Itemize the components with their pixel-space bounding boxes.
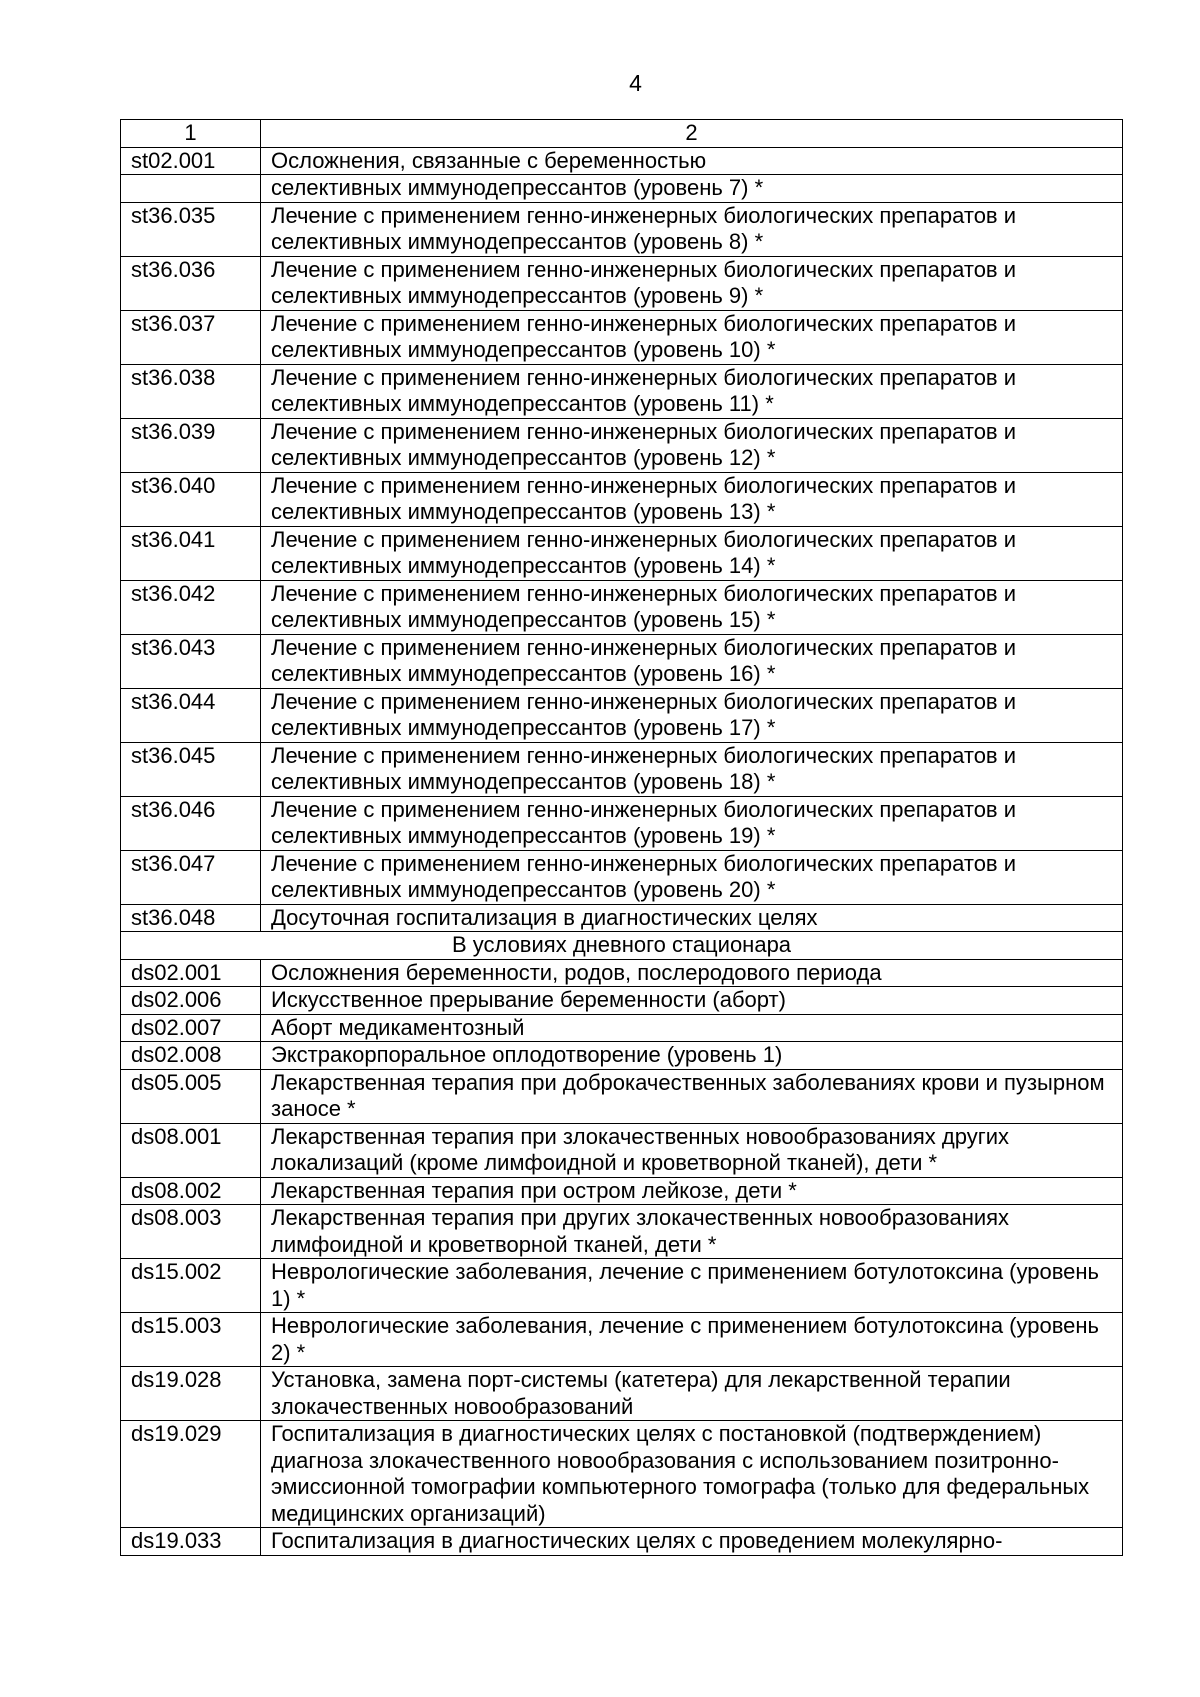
row-description: Экстракорпоральное оплодотворение (уровень 1): [261, 1042, 1123, 1070]
table-row: [121, 472, 1123, 526]
table-row: [121, 526, 1123, 580]
table-row: [121, 742, 1123, 796]
row-description: селективных иммунодепрессантов (уровень 7) *: [261, 175, 1123, 203]
row-description: Лекарственная терапия при других злокачественных новообразованиях лимфоидной и кроветворной тканей, дети *: [261, 1205, 1123, 1259]
row-code: st36.036: [121, 256, 261, 310]
table-row: [121, 850, 1123, 904]
table-row: [121, 1528, 1123, 1556]
row-code: st36.045: [121, 742, 261, 796]
row-description: Осложнения беременности, родов, послеродового периода: [261, 959, 1123, 987]
row-code: ds08.001: [121, 1123, 261, 1177]
row-description: Осложнения, связанные с беременностью: [261, 147, 1123, 175]
row-code: ds19.029: [121, 1421, 261, 1528]
row-description: Госпитализация в диагностических целях с постановкой (подтверждением) диагноза злокачественного новообразования с использованием позитронно-эмиссионной томографии компьютерного томографа (только для федеральных медицинских организаций): [261, 1421, 1123, 1528]
row-description: Лекарственная терапия при доброкачественных заболеваниях крови и пузырном заносе *: [261, 1069, 1123, 1123]
row-code: ds02.007: [121, 1014, 261, 1042]
row-description: Неврологические заболевания, лечение с применением ботулотоксина (уровень 2) *: [261, 1313, 1123, 1367]
row-code: ds05.005: [121, 1069, 261, 1123]
row-description: Лекарственная терапия при остром лейкозе, дети *: [261, 1177, 1123, 1205]
row-code: ds08.002: [121, 1177, 261, 1205]
row-code: st36.038: [121, 364, 261, 418]
row-code: ds02.008: [121, 1042, 261, 1070]
row-code: st36.040: [121, 472, 261, 526]
table-row: [121, 1367, 1123, 1421]
row-code: ds15.002: [121, 1259, 261, 1313]
row-code: st36.046: [121, 796, 261, 850]
row-code: st36.042: [121, 580, 261, 634]
row-description: Лечение с применением генно-инженерных биологических препаратов и селективных иммунодепрессантов (уровень 10) *: [261, 310, 1123, 364]
table-row: [121, 256, 1123, 310]
row-code: st36.048: [121, 904, 261, 932]
table-row: [121, 796, 1123, 850]
row-code: ds15.003: [121, 1313, 261, 1367]
row-description: Лечение с применением генно-инженерных биологических препаратов и селективных иммунодепрессантов (уровень 19) *: [261, 796, 1123, 850]
row-code: st36.047: [121, 850, 261, 904]
row-description: Лечение с применением генно-инженерных биологических препаратов и селективных иммунодепрессантов (уровень 18) *: [261, 742, 1123, 796]
section-title: В условиях дневного стационара: [121, 932, 1123, 960]
row-code: ds19.033: [121, 1528, 261, 1556]
row-code: [121, 175, 261, 203]
table-row: [121, 987, 1123, 1015]
row-description: Аборт медикаментозный: [261, 1014, 1123, 1042]
row-description: Лечение с применением генно-инженерных биологических препаратов и селективных иммунодепрессантов (уровень 9) *: [261, 256, 1123, 310]
table-row: [121, 688, 1123, 742]
table-row: [121, 1069, 1123, 1123]
row-code: st36.039: [121, 418, 261, 472]
row-code: st36.035: [121, 202, 261, 256]
table-row: [121, 1421, 1123, 1528]
table-row: [121, 418, 1123, 472]
row-code: st36.037: [121, 310, 261, 364]
row-description: Лечение с применением генно-инженерных биологических препаратов и селективных иммунодепрессантов (уровень 15) *: [261, 580, 1123, 634]
table-row: [121, 1205, 1123, 1259]
row-description: Установка, замена порт-системы (катетера) для лекарственной терапии злокачественных новообразований: [261, 1367, 1123, 1421]
table-row: [121, 634, 1123, 688]
row-code: ds19.028: [121, 1367, 261, 1421]
row-description: Досуточная госпитализация в диагностических целях: [261, 904, 1123, 932]
row-description: Лечение с применением генно-инженерных биологических препаратов и селективных иммунодепрессантов (уровень 11) *: [261, 364, 1123, 418]
row-code: ds08.003: [121, 1205, 261, 1259]
row-description: Искусственное прерывание беременности (аборт): [261, 987, 1123, 1015]
table-row: [121, 1123, 1123, 1177]
table-row: [121, 1313, 1123, 1367]
row-code: st36.044: [121, 688, 261, 742]
table-row: [121, 310, 1123, 364]
table-row: [121, 1014, 1123, 1042]
table-row: [121, 202, 1123, 256]
row-description: Лекарственная терапия при злокачественных новообразованиях других локализаций (кроме лимфоидной и кроветворной тканей), дети *: [261, 1123, 1123, 1177]
row-code: st36.043: [121, 634, 261, 688]
page-number: 4: [629, 70, 642, 96]
row-code: ds02.001: [121, 959, 261, 987]
row-description: Лечение с применением генно-инженерных биологических препаратов и селективных иммунодепрессантов (уровень 12) *: [261, 418, 1123, 472]
table-header-row: [121, 120, 1123, 148]
section-row: [121, 932, 1123, 960]
row-code: ds02.006: [121, 987, 261, 1015]
row-description: Лечение с применением генно-инженерных биологических препаратов и селективных иммунодепрессантов (уровень 17) *: [261, 688, 1123, 742]
table-row: [121, 959, 1123, 987]
row-description: Лечение с применением генно-инженерных биологических препаратов и селективных иммунодепрессантов (уровень 16) *: [261, 634, 1123, 688]
codes-table: [120, 119, 1123, 1556]
header-col-1: 1: [121, 120, 261, 148]
row-description: Лечение с применением генно-инженерных биологических препаратов и селективных иммунодепрессантов (уровень 20) *: [261, 850, 1123, 904]
row-description: Неврологические заболевания, лечение с применением ботулотоксина (уровень 1) *: [261, 1259, 1123, 1313]
row-description: Госпитализация в диагностических целях с проведением молекулярно-: [261, 1528, 1123, 1556]
table-row: [121, 580, 1123, 634]
row-description: Лечение с применением генно-инженерных биологических препаратов и селективных иммунодепрессантов (уровень 14) *: [261, 526, 1123, 580]
table-row: [121, 1259, 1123, 1313]
row-description: Лечение с применением генно-инженерных биологических препаратов и селективных иммунодепрессантов (уровень 8) *: [261, 202, 1123, 256]
table-row: [121, 147, 1123, 175]
table-row: [121, 175, 1123, 203]
header-col-2: 2: [261, 120, 1123, 148]
row-code: st36.041: [121, 526, 261, 580]
table-row: [121, 1042, 1123, 1070]
table-row: [121, 904, 1123, 932]
row-code: st02.001: [121, 147, 261, 175]
table-row: [121, 1177, 1123, 1205]
table-row: [121, 364, 1123, 418]
row-description: Лечение с применением генно-инженерных биологических препаратов и селективных иммунодепрессантов (уровень 13) *: [261, 472, 1123, 526]
